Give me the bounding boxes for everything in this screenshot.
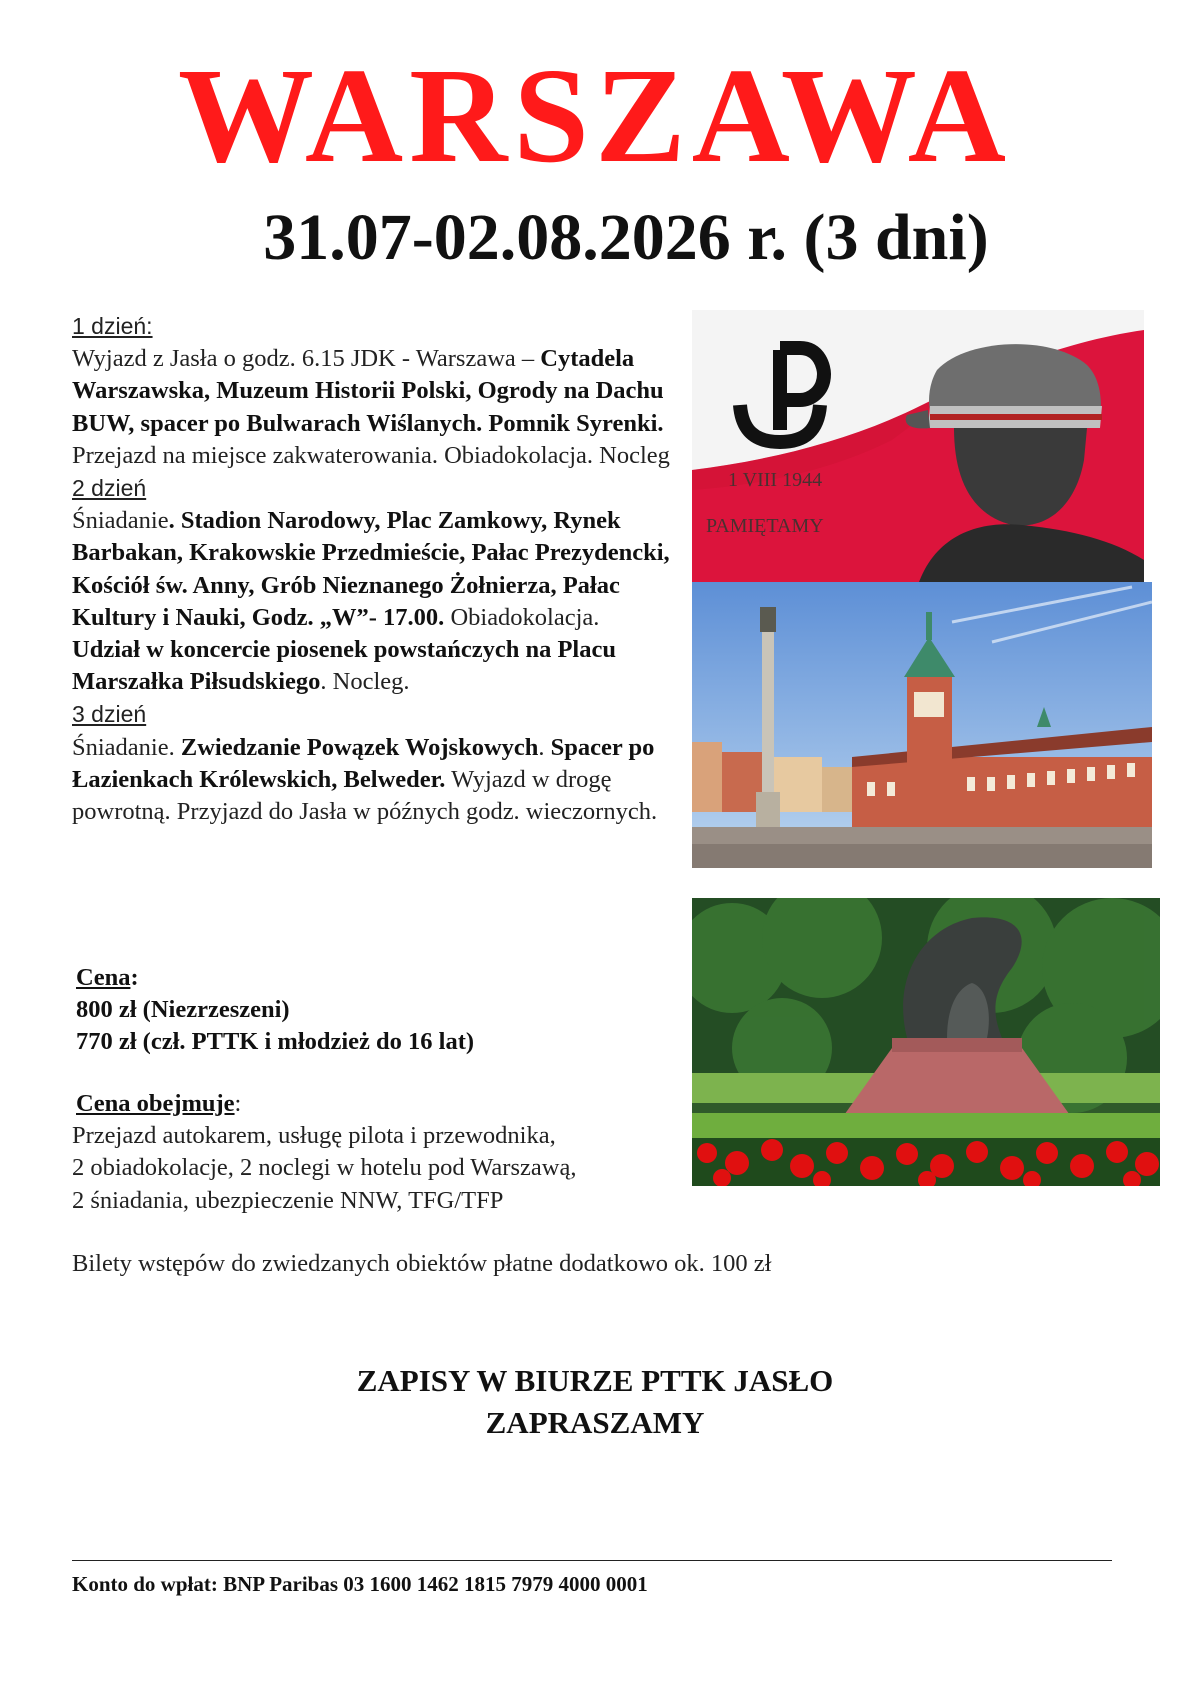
castle-square-image <box>692 582 1152 868</box>
uprising-remember-caption: PAMIĘTAMY <box>706 515 824 537</box>
day-3-text-mid: . <box>538 733 551 761</box>
day-2-concert: Udział w koncercie piosenek powstańczych na Placu Marszałka Piłsudskiego <box>72 636 616 696</box>
includes-line: 2 śniadania, ubezpieczenie NNW, TFG/TFP <box>72 1186 504 1214</box>
chopin-monument-image <box>692 898 1160 1186</box>
day-3-text: Śniadanie. <box>72 733 181 761</box>
price-heading: Cena <box>76 964 131 991</box>
day-1-label: 1 dzień: <box>72 313 153 339</box>
includes-line: Przejazd autokarem, usługę pilota i przewodnika, <box>72 1122 556 1150</box>
uprising-image <box>692 310 1144 588</box>
day-3-highlights: Zwiedzanie Powązek Wojskowych <box>180 733 539 761</box>
price-line: 770 zł (czł. PTTK i młodzież do 16 lat) <box>76 1028 475 1056</box>
day-1-highlights: Cytadela Warszawska, Muzeum Historii Polski, Ogrody na Dachu BUW, spacer po Bulwarach Wiślanych. Pomnik Syrenki. <box>72 345 664 437</box>
trip-dates: 31.07-02.08.2026 r. (3 dni) <box>263 201 989 274</box>
includes-heading-colon: : <box>234 1090 242 1117</box>
day-2-text-mid: Obiadokolacja. <box>444 603 600 631</box>
tickets-note: Bilety wstępów do zwiedzanych obiektów płatne dodatkowo ok. 100 zł <box>72 1250 772 1277</box>
day-3-walk: Spacer po Łazienkach Królewskich, Belweder. <box>72 733 655 793</box>
includes-heading: Cena obejmuje <box>76 1090 235 1117</box>
bank-account: Konto do wpłat: BNP Paribas 03 1600 1462 1815 7979 4000 0001 <box>72 1572 648 1596</box>
day-2-label: 2 dzień <box>72 475 147 502</box>
day-2-text-end: . Nocleg. <box>320 668 410 696</box>
uprising-date-caption: 1 VIII 1944 <box>728 469 823 491</box>
invite-line: ZAPRASZAMY <box>485 1405 705 1440</box>
includes-section <box>72 1088 692 1217</box>
day-3-text-end: Wyjazd w drogę powrotną. Przyjazd do Jasła w późnych godz. wieczornych. <box>72 765 658 826</box>
price-heading-colon: : <box>130 964 139 991</box>
day-2-text: Śniadanie <box>72 507 169 535</box>
day-3 <box>72 698 672 828</box>
day-1-text-end: Przejazd na miejsce zakwaterowania. Obiadokolacja. Nocleg <box>72 441 670 469</box>
signup-info <box>0 1360 1190 1444</box>
day-2 <box>72 472 672 698</box>
includes-line: 2 obiadokolacje, 2 noclegi w hotelu pod Warszawą, <box>72 1154 577 1182</box>
day-3-label: 3 dzień <box>72 701 147 728</box>
price-section <box>76 962 676 1059</box>
day-1-text: Wyjazd z Jasła o godz. 6.15 JDK - Warszawa – <box>72 345 541 373</box>
day-2-highlights: . Stadion Narodowy, Plac Zamkowy, Rynek Barbakan, Krakowskie Przedmieście, Pałac Prezydencki, Kościół św. Anny, Grób Nieznanego Żołnierza, Pałac Kultury i Nauki, Godz. „W”- 17.00. <box>72 507 670 631</box>
trip-program <box>72 310 672 828</box>
poster-title: WARSZAWA <box>178 41 1012 191</box>
signup-line: ZAPISY W BIURZE PTTK JASŁO <box>356 1363 834 1398</box>
day-1 <box>72 310 672 472</box>
price-line: 800 zł (Niezrzeszeni) <box>76 996 290 1024</box>
footer-divider <box>72 1560 1112 1561</box>
